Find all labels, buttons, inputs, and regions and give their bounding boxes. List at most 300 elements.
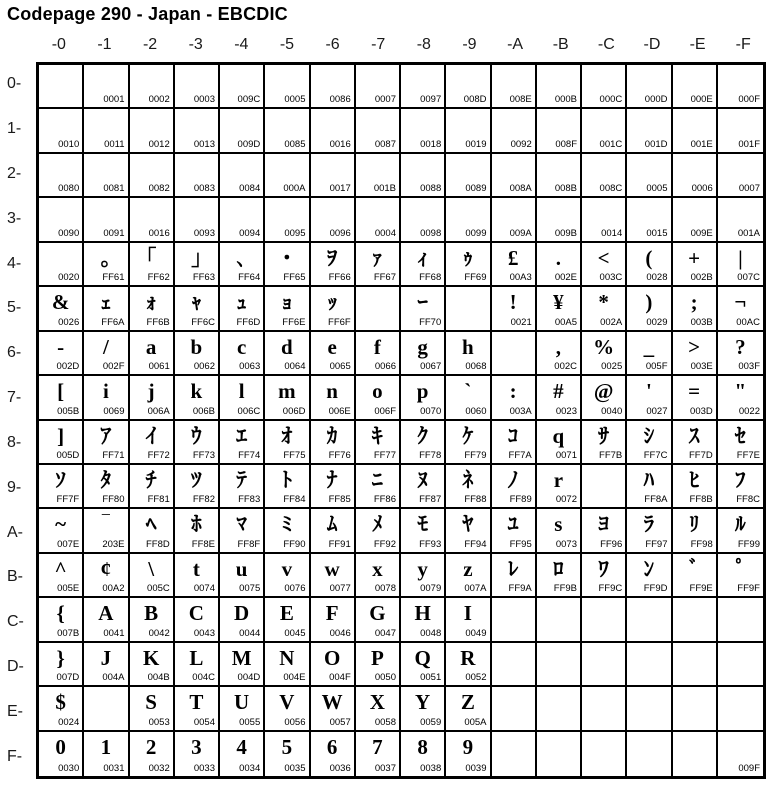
cell-character: ( [645, 245, 653, 270]
cell-33 [175, 198, 220, 242]
cell-codepoint: 0015 [646, 227, 668, 239]
cell-1B [537, 109, 582, 153]
cell-codepoint: 0063 [239, 361, 261, 373]
cell-AD [627, 509, 672, 553]
column-header-B: -B [552, 36, 569, 53]
cell-character: u [235, 556, 248, 581]
cell-codepoint: 0073 [555, 538, 577, 550]
cell-codepoint: 0080 [58, 183, 80, 195]
cell-64 [220, 332, 265, 376]
cell-codepoint: 007C [737, 272, 760, 284]
cell-C8 [401, 598, 446, 642]
cell-39 [446, 198, 491, 242]
cell-codepoint: FF9F [737, 583, 760, 595]
cell-codepoint: FF69 [464, 272, 487, 284]
cell-character: ｮ [281, 290, 293, 315]
cell-codepoint: 0030 [58, 763, 80, 774]
cell-character: r [553, 467, 564, 492]
cell-character: m [278, 379, 296, 404]
cell-character: ｣ [191, 245, 202, 270]
cell-character: ﾖ [598, 512, 609, 537]
cell-codepoint: 0061 [148, 361, 170, 373]
cell-codepoint: 0050 [374, 672, 396, 684]
cell-05 [265, 65, 310, 109]
cell-codepoint: FF90 [283, 538, 306, 550]
cell-codepoint: 005F [645, 361, 668, 373]
cell-94 [220, 465, 265, 509]
cell-codepoint: 0021 [510, 316, 532, 328]
cell-codepoint: 0017 [329, 183, 351, 195]
cell-character: K [142, 645, 160, 670]
cell-codepoint: FF97 [645, 538, 668, 550]
cell-character: ｬ [191, 290, 202, 315]
cell-codepoint: FF80 [102, 494, 125, 506]
cell-character: ｿ [55, 467, 66, 492]
cell-codepoint: 000C [599, 94, 623, 106]
cell-codepoint: 0039 [465, 763, 487, 774]
column-header-3: -3 [188, 36, 203, 53]
cell-FD [627, 732, 672, 776]
cell-FB [537, 732, 582, 776]
cell-character: w [324, 556, 340, 581]
cell-codepoint: 0048 [420, 627, 442, 639]
cell-character: ﾐ [281, 512, 293, 537]
cell-08 [401, 65, 446, 109]
cell-DC [582, 643, 627, 687]
cell-codepoint: 001B [373, 183, 396, 195]
cell-67 [356, 332, 401, 376]
cell-5F [718, 287, 763, 331]
cell-character: # [553, 379, 564, 404]
cell-character: F [325, 601, 339, 626]
cell-BE [673, 554, 718, 598]
cell-F7 [356, 732, 401, 776]
cell-character: ﾝ [643, 556, 655, 581]
cell-6A [492, 332, 537, 376]
cell-codepoint: 0040 [601, 405, 623, 417]
cell-codepoint: 000F [738, 94, 760, 106]
cell-codepoint: FF78 [419, 449, 442, 461]
cell-character: G [369, 601, 386, 626]
cell-codepoint: 004A [102, 672, 125, 684]
cell-30 [39, 198, 84, 242]
cell-F3 [175, 732, 220, 776]
cell-AE [673, 509, 718, 553]
cell-character: T [189, 690, 204, 715]
cell-codepoint: 0092 [510, 138, 532, 150]
cell-14 [220, 109, 265, 153]
cell-codepoint: 001E [690, 138, 713, 150]
cell-character: ｢ [145, 245, 157, 270]
cell-codepoint: FF8E [191, 538, 215, 550]
cell-codepoint: 002E [554, 272, 577, 284]
cell-codepoint: 0028 [646, 272, 668, 284]
cell-codepoint: FF7D [689, 449, 713, 461]
cell-character: / [102, 334, 109, 359]
cell-character: Q [414, 645, 431, 670]
cell-character: ｡ [100, 245, 112, 270]
cell-character: ｭ [236, 290, 247, 315]
cell-47 [356, 243, 401, 287]
cell-7B [537, 376, 582, 420]
cell-character: B [144, 601, 159, 626]
column-header-2: -2 [142, 36, 158, 53]
cell-54 [220, 287, 265, 331]
cell-character: 0 [55, 734, 66, 759]
cell-codepoint: 008C [599, 183, 623, 195]
cell-codepoint: 008A [509, 183, 532, 195]
cell-character: R [460, 645, 476, 670]
cell-character: X [369, 690, 385, 715]
cell-codepoint: 0022 [738, 405, 760, 417]
cell-C1 [84, 598, 129, 642]
cell-FE [673, 732, 718, 776]
cell-codepoint: FF79 [464, 449, 487, 461]
cell-codepoint: FF9D [643, 583, 668, 595]
row-header-4: 4- [7, 254, 22, 272]
cell-codepoint: 0097 [420, 94, 442, 106]
cell-codepoint: 007B [57, 627, 80, 639]
cell-36 [311, 198, 356, 242]
cell-73 [175, 376, 220, 420]
cell-character: 6 [326, 734, 338, 759]
cell-B2 [130, 554, 175, 598]
cell-codepoint: 0077 [329, 583, 351, 595]
cell-codepoint: 005A [464, 716, 487, 728]
cell-codepoint: 006F [374, 405, 396, 417]
cell-character: ﾓ [417, 512, 428, 537]
cell-3E [673, 198, 718, 242]
cell-codepoint: 006D [282, 405, 306, 417]
cell-21 [84, 154, 129, 198]
column-header-F: -F [735, 36, 751, 53]
cell-57 [356, 287, 401, 331]
cell-character: ｳ [191, 423, 202, 448]
cell-76 [311, 376, 356, 420]
cell-character: t [192, 556, 200, 581]
cell-character: + [688, 245, 701, 270]
cell-character: ﾏ [236, 512, 247, 537]
cell-B4 [220, 554, 265, 598]
cell-1A [492, 109, 537, 153]
column-headers [36, 33, 766, 57]
cell-99 [446, 465, 491, 509]
cell-codepoint: 0027 [646, 405, 668, 417]
cell-71 [84, 376, 129, 420]
cell-D8 [401, 643, 446, 687]
cell-27 [356, 154, 401, 198]
cell-codepoint: 0091 [103, 227, 125, 239]
cell-codepoint: 0041 [103, 627, 125, 639]
cell-character: { [56, 601, 65, 626]
cell-character: ﾑ [326, 512, 338, 537]
cell-codepoint: 0053 [148, 716, 170, 728]
cell-58 [401, 287, 446, 331]
cell-codepoint: FF65 [283, 272, 306, 284]
cell-1D [627, 109, 672, 153]
cell-codepoint: 0074 [193, 583, 215, 595]
cell-92 [130, 465, 175, 509]
cell-CC [582, 598, 627, 642]
cell-codepoint: 0024 [58, 716, 80, 728]
cell-codepoint: FF85 [328, 494, 351, 506]
cell-character: j [147, 379, 155, 404]
cell-24 [220, 154, 265, 198]
cell-character: ' [645, 379, 652, 404]
cell-codepoint: 0087 [374, 138, 396, 150]
cell-codepoint: 0071 [555, 449, 577, 461]
cell-codepoint: 0098 [420, 227, 442, 239]
cell-BC [582, 554, 627, 598]
cell-16 [311, 109, 356, 153]
cell-8A [492, 421, 537, 465]
cell-72 [130, 376, 175, 420]
cell-character: f [373, 334, 381, 359]
cell-codepoint: 007D [56, 672, 80, 684]
cell-C2 [130, 598, 175, 642]
cell-codepoint: 001A [737, 227, 760, 239]
cell-codepoint: FF66 [328, 272, 351, 284]
cell-9E [673, 465, 718, 509]
cell-character: V [279, 690, 295, 715]
cell-1F [718, 109, 763, 153]
cell-B0 [39, 554, 84, 598]
cell-character: h [462, 334, 474, 359]
cell-EF [718, 687, 763, 731]
cell-character: 9 [462, 734, 474, 759]
cell-F9 [446, 732, 491, 776]
cell-codepoint: FF98 [690, 538, 713, 550]
cell-codepoint: FF76 [328, 449, 351, 461]
cell-00 [39, 65, 84, 109]
cell-codepoint: 005D [56, 449, 80, 461]
row-header-2: 2- [7, 165, 22, 183]
cell-EB [537, 687, 582, 731]
cell-codepoint: 0007 [374, 94, 396, 106]
cell-character: a [145, 334, 157, 359]
cell-character: ｻ [598, 423, 609, 448]
cell-codepoint: 004C [192, 672, 215, 684]
cell-C5 [265, 598, 310, 642]
cell-character: & [51, 290, 70, 315]
cell-3C [582, 198, 627, 242]
cell-character: ｩ [462, 245, 474, 270]
cell-codepoint: 006A [147, 405, 170, 417]
cell-codepoint: FF87 [419, 494, 442, 506]
cell-codepoint: 0001 [103, 94, 125, 106]
cell-codepoint: 0065 [329, 361, 351, 373]
cell-codepoint: 00A5 [554, 316, 577, 328]
cell-11 [84, 109, 129, 153]
cell-character: l [238, 379, 245, 404]
cell-B3 [175, 554, 220, 598]
cell-F0 [39, 732, 84, 776]
cell-0A [492, 65, 537, 109]
cell-character: ﾎ [191, 512, 202, 537]
cell-character: ﾃ [236, 467, 247, 492]
cell-B9 [446, 554, 491, 598]
cell-B6 [311, 554, 356, 598]
cell-codepoint: 002A [600, 316, 623, 328]
cell-character: q [552, 423, 565, 448]
cell-02 [130, 65, 175, 109]
cell-character: ﾊ [643, 467, 655, 492]
cell-codepoint: 008D [463, 94, 487, 106]
cell-9F [718, 465, 763, 509]
cell-C6 [311, 598, 356, 642]
cell-character: ¢ [100, 556, 112, 581]
column-header-6: -6 [325, 36, 340, 53]
cell-98 [401, 465, 446, 509]
cell-0D [627, 65, 672, 109]
cell-07 [356, 65, 401, 109]
cell-character: e [327, 334, 337, 359]
cell-CA [492, 598, 537, 642]
cell-9C [582, 465, 627, 509]
cell-character: ｸ [417, 423, 428, 448]
cell-character: _ [643, 334, 655, 359]
cell-codepoint: 0007 [738, 183, 760, 195]
cell-codepoint: 0025 [601, 361, 623, 373]
cell-3B [537, 198, 582, 242]
cell-character: " [734, 379, 747, 404]
cell-character: o [372, 379, 383, 404]
cell-codepoint: 006C [237, 405, 261, 417]
cell-F6 [311, 732, 356, 776]
cell-codepoint: 0011 [104, 138, 125, 150]
cell-character: ｽ [688, 423, 700, 448]
cell-character: z [463, 556, 473, 581]
codepage-grid [36, 62, 766, 779]
cell-66 [311, 332, 356, 376]
cell-character: y [417, 556, 428, 581]
cell-codepoint: 001D [644, 138, 668, 150]
cell-BF [718, 554, 763, 598]
cell-codepoint: 0079 [420, 583, 442, 595]
cell-91 [84, 465, 129, 509]
cell-65 [265, 332, 310, 376]
cell-codepoint: FF7A [508, 449, 532, 461]
cell-character: < [597, 245, 610, 270]
cell-codepoint: FF84 [283, 494, 306, 506]
cell-48 [401, 243, 446, 287]
cell-4F [718, 243, 763, 287]
cell-codepoint: FF8A [644, 494, 668, 506]
cell-character: E [279, 601, 294, 626]
row-header-C: C- [7, 613, 24, 631]
cell-codepoint: 008E [509, 94, 532, 106]
cell-codepoint: 002B [690, 272, 713, 284]
cell-character: s [554, 512, 563, 537]
cell-codepoint: 0084 [239, 183, 261, 195]
cell-61 [84, 332, 129, 376]
column-header-A: -A [507, 36, 524, 53]
cell-codepoint: 0088 [420, 183, 442, 195]
cell-77 [356, 376, 401, 420]
cell-81 [84, 421, 129, 465]
cell-codepoint: 00A3 [509, 272, 532, 284]
cell-codepoint: FF82 [192, 494, 215, 506]
cell-codepoint: 007E [57, 538, 80, 550]
cell-80 [39, 421, 84, 465]
cell-codepoint: FF96 [600, 538, 623, 550]
cell-42 [130, 243, 175, 287]
cell-character: > [688, 334, 701, 359]
page-title: Codepage 290 - Japan - EBCDIC [7, 4, 288, 24]
cell-codepoint: 006B [192, 405, 215, 417]
cell-codepoint: 0016 [329, 138, 351, 150]
cell-E3 [175, 687, 220, 731]
cell-codepoint: FF91 [328, 538, 351, 550]
cell-01 [84, 65, 129, 109]
cell-character: I [463, 601, 472, 626]
cell-5D [627, 287, 672, 331]
cell-0C [582, 65, 627, 109]
cell-codepoint: 0018 [420, 138, 442, 150]
cell-codepoint: 0002 [148, 94, 170, 106]
cell-59 [446, 287, 491, 331]
cell-22 [130, 154, 175, 198]
cell-0E [673, 65, 718, 109]
row-header-F: F- [7, 747, 23, 765]
cell-codepoint: FF8C [736, 494, 760, 506]
row-headers [0, 62, 34, 779]
column-header-1: -1 [97, 36, 112, 53]
cell-6D [627, 332, 672, 376]
cell-codepoint: 0086 [329, 94, 351, 106]
cell-codepoint: 003D [690, 405, 713, 417]
cell-A2 [130, 509, 175, 553]
cell-character: H [414, 601, 431, 626]
cell-codepoint: FF71 [102, 449, 125, 461]
cell-character: 3 [191, 734, 202, 759]
cell-1C [582, 109, 627, 153]
cell-character: x [372, 556, 383, 581]
cell-character: ﾄ [281, 467, 293, 492]
column-header-C: -C [597, 36, 615, 53]
cell-character: g [417, 334, 428, 359]
row-header-8: 8- [7, 433, 22, 451]
cell-codepoint: 009B [554, 227, 577, 239]
row-header-3: 3- [7, 209, 22, 227]
cell-codepoint: 0089 [465, 183, 487, 195]
cell-44 [220, 243, 265, 287]
cell-codepoint: FF68 [419, 272, 442, 284]
cell-character: [ [57, 379, 65, 404]
cell-codepoint: 005C [147, 583, 170, 595]
cell-codepoint: 002C [554, 361, 577, 373]
cell-codepoint: 0051 [420, 672, 442, 684]
cell-codepoint: 0032 [148, 763, 170, 774]
cell-codepoint: 004E [283, 672, 306, 684]
cell-character: - [57, 334, 65, 359]
cell-character: ﾔ [462, 512, 474, 537]
cell-codepoint: 0078 [374, 583, 396, 595]
cell-D0 [39, 643, 84, 687]
cell-character: 2 [145, 734, 157, 759]
cell-codepoint: 002D [56, 361, 80, 373]
cell-codepoint: FF7B [599, 449, 623, 461]
cell-codepoint: 0095 [284, 227, 306, 239]
cell-codepoint: 0068 [465, 361, 487, 373]
cell-7D [627, 376, 672, 420]
cell-character: 7 [372, 734, 383, 759]
cell-A5 [265, 509, 310, 553]
cell-codepoint: 0056 [284, 716, 306, 728]
cell-codepoint: 000D [644, 94, 668, 106]
cell-character: n [326, 379, 338, 404]
cell-97 [356, 465, 401, 509]
